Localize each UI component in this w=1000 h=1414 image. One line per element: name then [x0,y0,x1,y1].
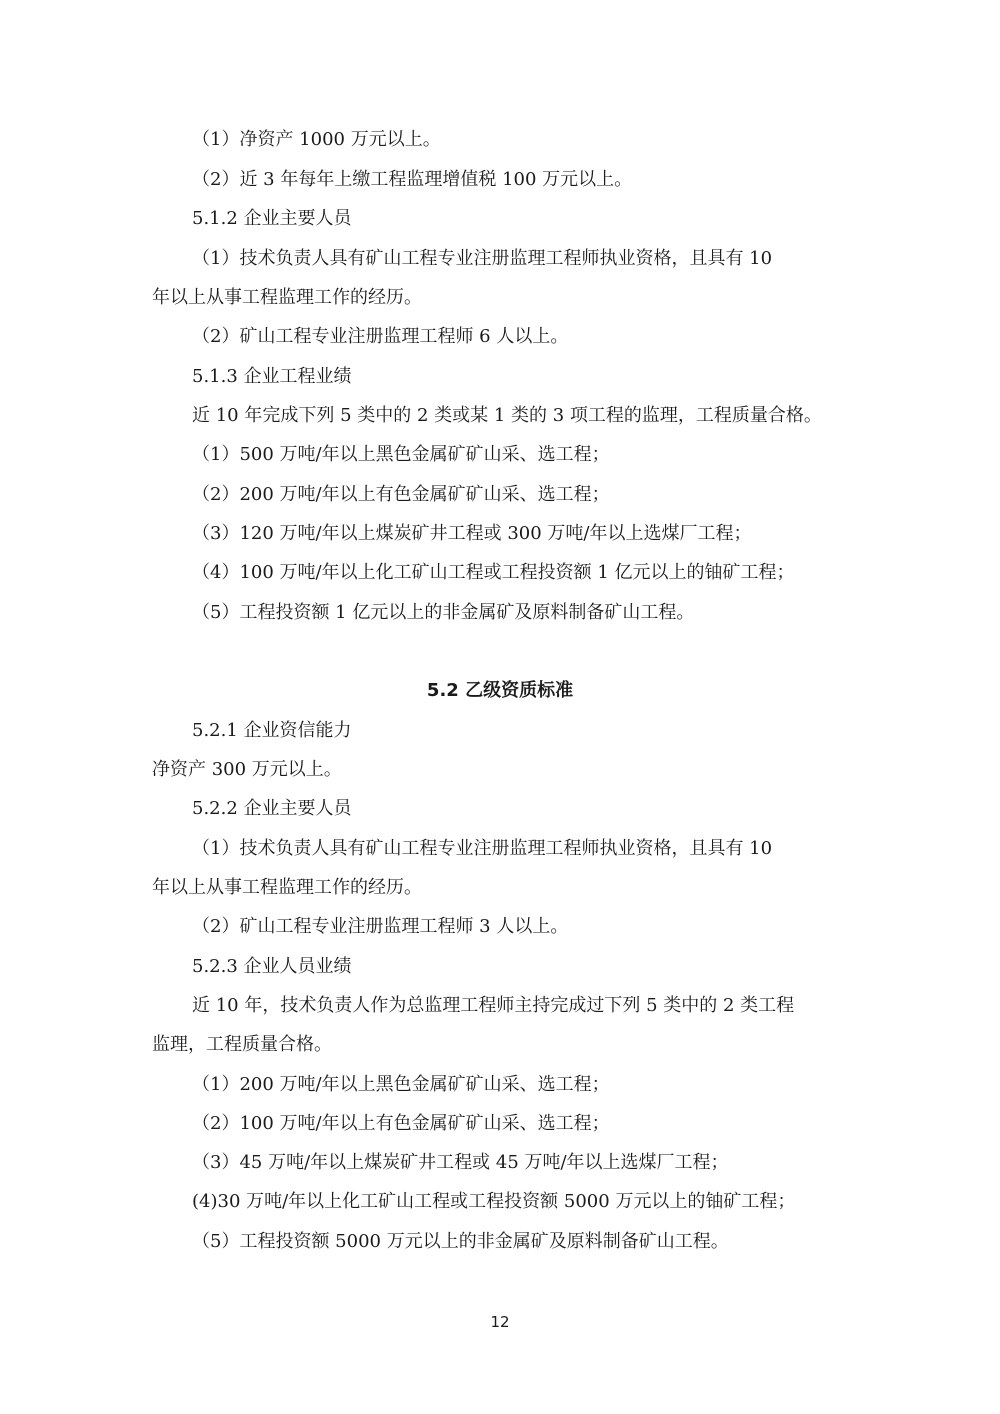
performance-intro-line1: 近 10 年，技术负责人作为总监理工程师主持完成过下列 5 类中的 2 类工程 [192,995,795,1016]
section-title-5-2: 5.2 乙级资质标准 [426,680,574,701]
performance-item-2: （2）100 万吨/年以上有色金属矿矿山采、选工程； [192,1113,610,1134]
personnel-item-1-line2: 年以上从事工程监理工作的经历。 [152,287,422,308]
performance-item-1: （1）500 万吨/年以上黑色金属矿矿山采、选工程； [192,444,610,465]
subsection-heading-5-1-3: 5.1.3 企业工程业绩 [192,366,352,387]
subsection-heading-5-2-1: 5.2.1 企业资信能力 [192,720,352,741]
performance-item-3: （3）120 万吨/年以上煤炭矿井工程或 300 万吨/年以上选煤厂工程； [192,523,752,544]
performance-item-2: （2）200 万吨/年以上有色金属矿矿山采、选工程； [192,484,610,505]
subsection-heading-5-2-2: 5.2.2 企业主要人员 [192,798,352,819]
page-number: 12 [490,1313,510,1331]
personnel-item-2: （2）矿山工程专业注册监理工程师 3 人以上。 [192,916,569,937]
performance-item-5: （5）工程投资额 5000 万元以上的非金属矿及原料制备矿山工程。 [192,1231,729,1252]
performance-item-1: （1）200 万吨/年以上黑色金属矿矿山采、选工程； [192,1074,610,1095]
performance-item-4: (4)30 万吨/年以上化工矿山工程或工程投资额 5000 万元以上的铀矿工程； [192,1191,796,1212]
performance-item-4: （4）100 万吨/年以上化工矿山工程或工程投资额 1 亿元以上的铀矿工程； [192,562,795,583]
asset-item-1: （1）净资产 1000 万元以上。 [192,129,441,150]
personnel-item-1-line1: （1）技术负责人具有矿山工程专业注册监理工程师执业资格，且具有 10 [192,838,773,859]
personnel-item-2: （2）矿山工程专业注册监理工程师 6 人以上。 [192,326,569,347]
credit-text: 净资产 300 万元以上。 [152,759,342,780]
performance-item-3: （3）45 万吨/年以上煤炭矿井工程或 45 万吨/年以上选煤厂工程； [192,1152,729,1173]
performance-item-5: （5）工程投资额 1 亿元以上的非金属矿及原料制备矿山工程。 [192,602,695,623]
performance-intro-line2: 监理，工程质量合格。 [152,1034,332,1055]
subsection-heading-5-1-2: 5.1.2 企业主要人员 [192,208,352,229]
subsection-heading-5-2-3: 5.2.3 企业人员业绩 [192,956,352,977]
personnel-item-1-line2: 年以上从事工程监理工作的经历。 [152,877,422,898]
personnel-item-1-line1: （1）技术负责人具有矿山工程专业注册监理工程师执业资格，且具有 10 [192,248,773,269]
performance-intro: 近 10 年完成下列 5 类中的 2 类或某 1 类的 3 项工程的监理，工程质量合格。 [192,405,822,426]
asset-item-2: （2）近 3 年每年上缴工程监理增值税 100 万元以上。 [192,169,633,190]
